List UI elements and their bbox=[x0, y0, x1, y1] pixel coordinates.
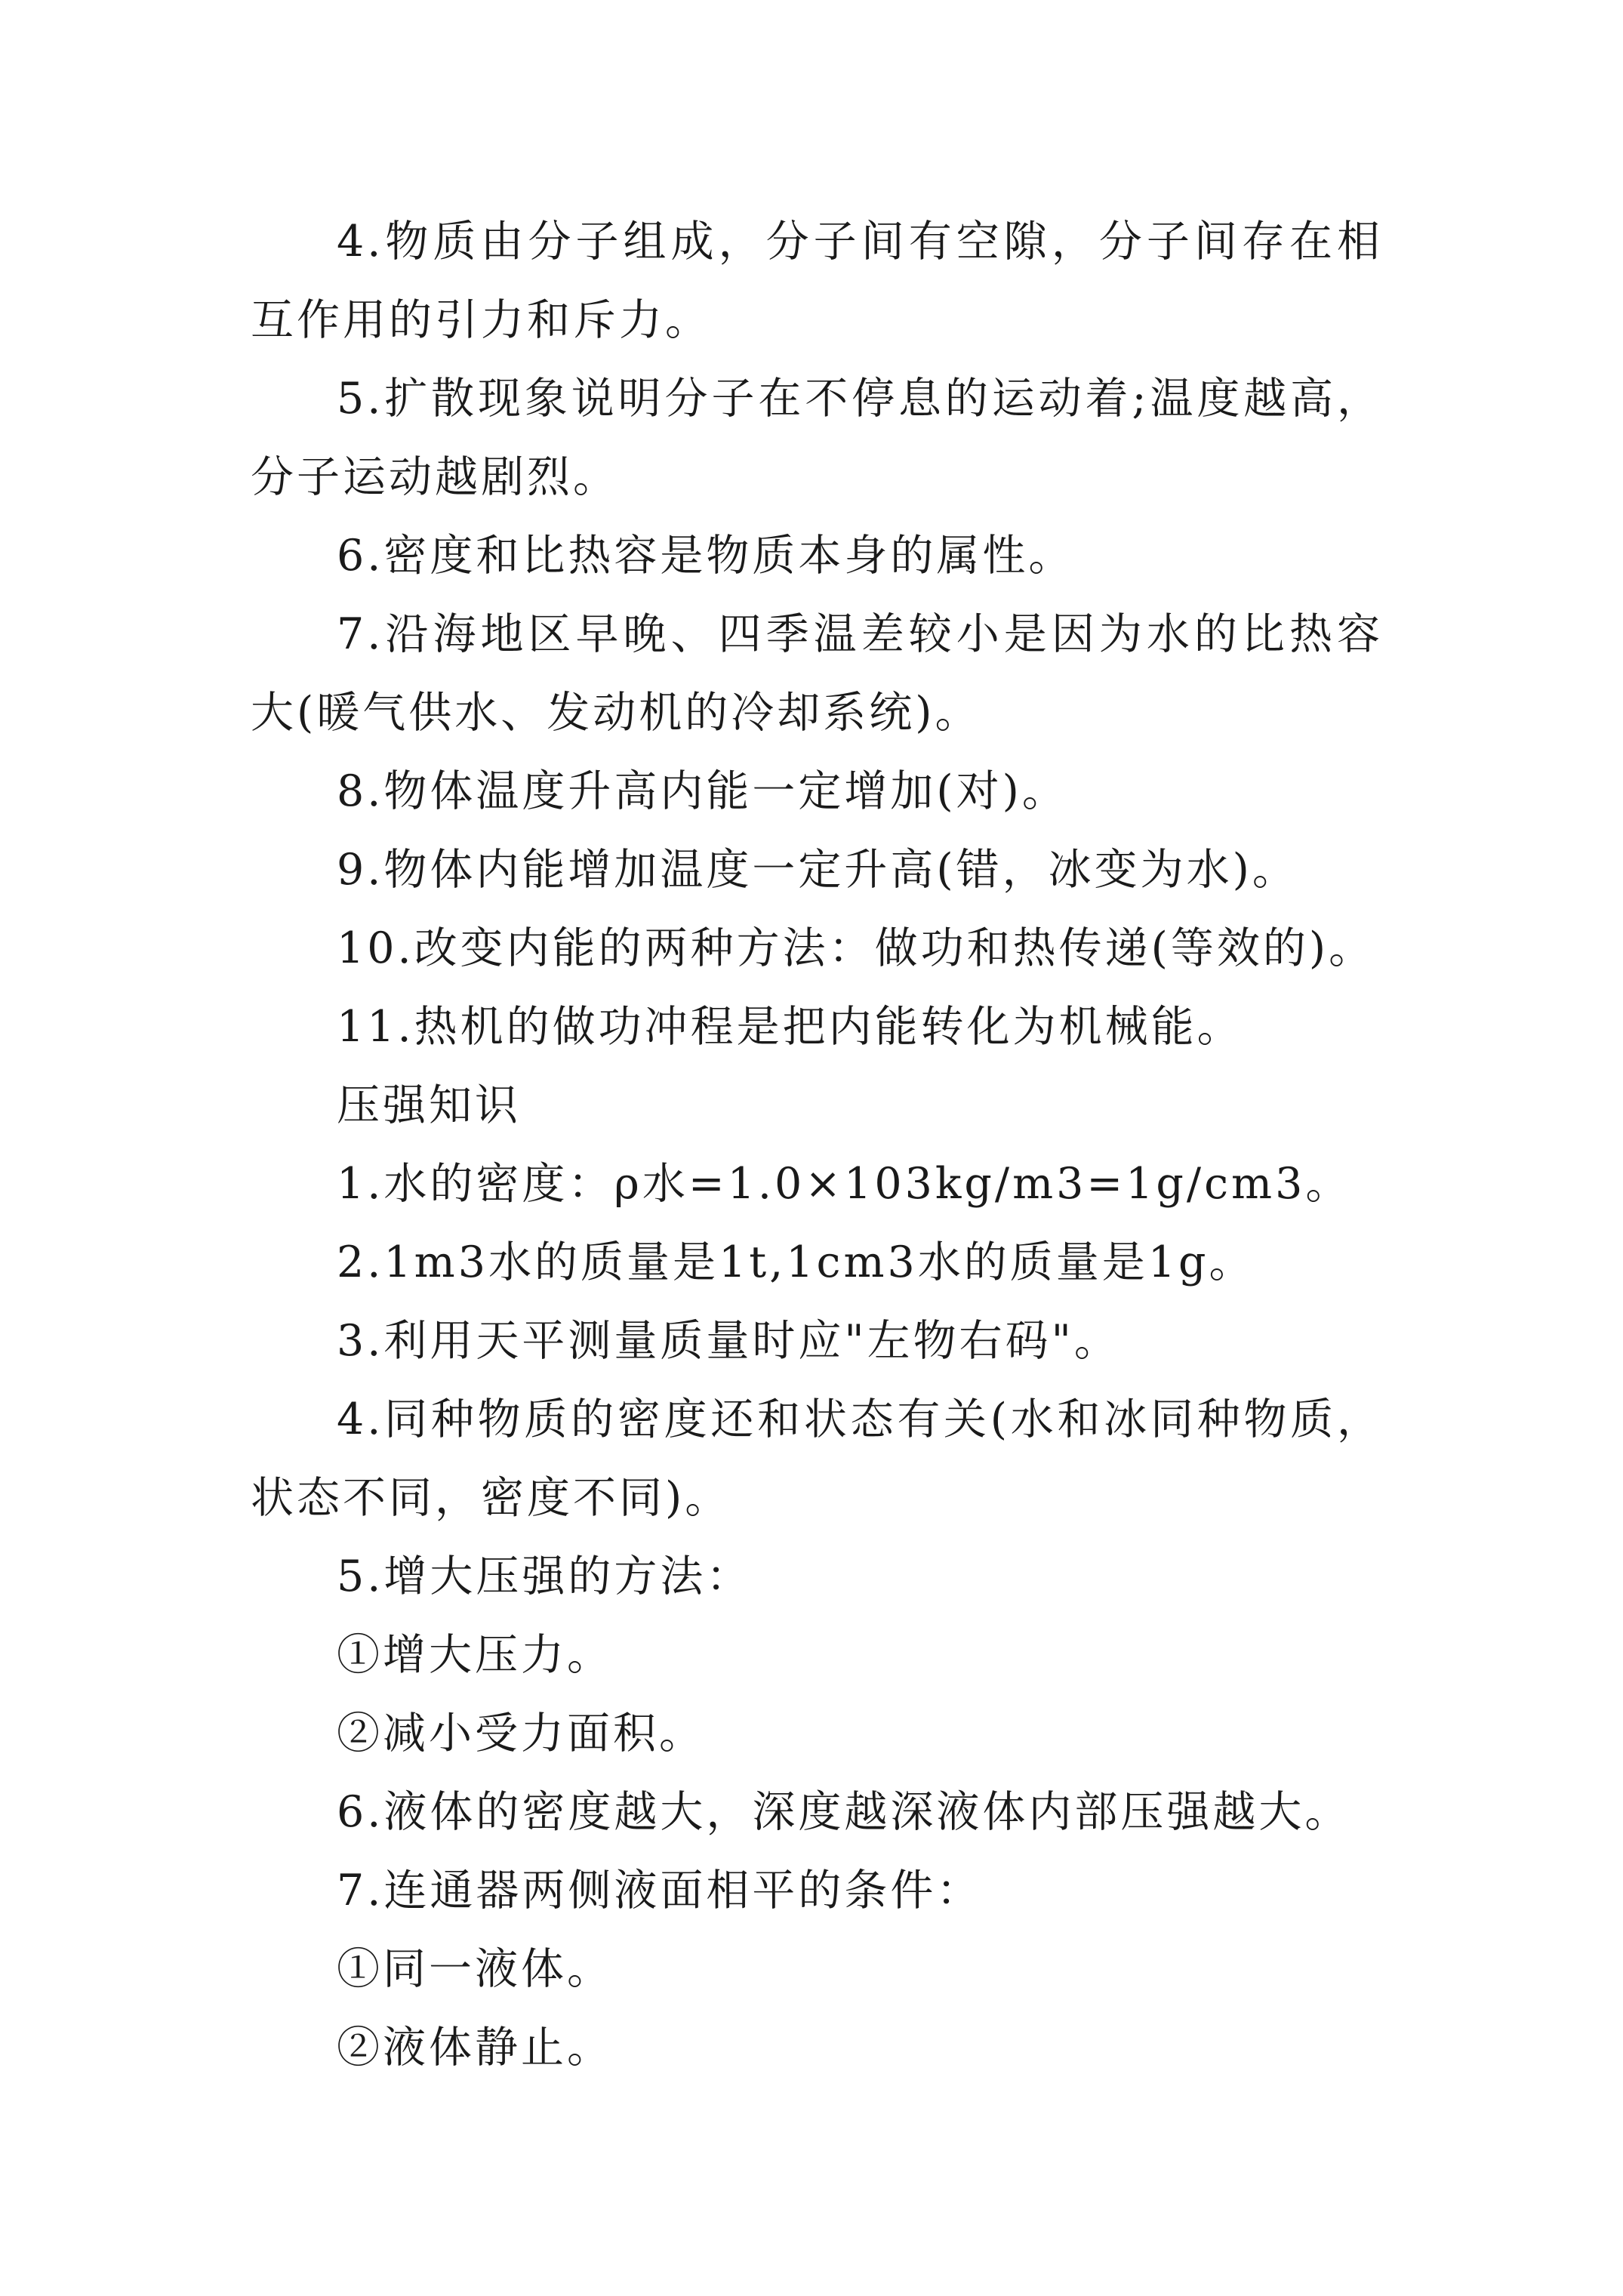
paragraph-density-specific-heat: 6.密度和比热容是物质本身的属性。 bbox=[337, 531, 1075, 581]
paragraph-diffusion: 5.扩散现象说明分子在不停息的运动着;温度越高，分子运动越剧烈。 bbox=[251, 374, 1383, 502]
document-body bbox=[251, 202, 1383, 2087]
list-item-increase-force: ①增大压力。 bbox=[337, 1630, 613, 1680]
paragraph-density-state: 4.同种物质的密度还和状态有关(水和冰同种物质，状态不同，密度不同)。 bbox=[251, 1395, 1383, 1523]
paragraph-molecular-structure: 4.物质由分子组成，分子间有空隙，分子间存在相互作用的引力和斥力。 bbox=[251, 217, 1383, 345]
paragraph-liquid-pressure: 6.液体的密度越大，深度越深液体内部压强越大。 bbox=[337, 1787, 1351, 1837]
paragraph-temperature-internal-energy: 8.物体温度升高内能一定增加(对)。 bbox=[337, 766, 1068, 816]
paragraph-change-internal-energy: 10.改变内能的两种方法：做功和热传递(等效的)。 bbox=[337, 923, 1375, 973]
section-heading-pressure: 压强知识 bbox=[337, 1080, 521, 1130]
list-item-reduce-area: ②减小受力面积。 bbox=[337, 1709, 705, 1758]
paragraph-internal-energy-temperature: 9.物体内能增加温度一定升高(错，冰变为水)。 bbox=[337, 845, 1298, 895]
paragraph-increase-pressure: 5.增大压强的方法： bbox=[337, 1552, 753, 1601]
paragraph-connected-vessels: 7.连通器两侧液面相平的条件： bbox=[337, 1866, 983, 1915]
paragraph-water-mass: 2.1m3水的质量是1t,1cm3水的质量是1g。 bbox=[337, 1237, 1255, 1287]
paragraph-balance-usage: 3.利用天平测量质量时应"左物右码"。 bbox=[337, 1316, 1120, 1366]
paragraph-heat-engine: 11.热机的做功冲程是把内能转化为机械能。 bbox=[337, 1002, 1243, 1052]
paragraph-water-density: 1.水的密度：ρ水=1.0×103kg/m3=1g/cm3。 bbox=[337, 1159, 1352, 1209]
list-item-liquid-static: ②液体静止。 bbox=[337, 2023, 613, 2073]
list-item-same-liquid: ①同一液体。 bbox=[337, 1944, 613, 1994]
paragraph-coastal-temperature: 7.沿海地区早晚、四季温差较小是因为水的比热容大(暖气供水、发动机的冷却系统)。 bbox=[251, 609, 1383, 738]
